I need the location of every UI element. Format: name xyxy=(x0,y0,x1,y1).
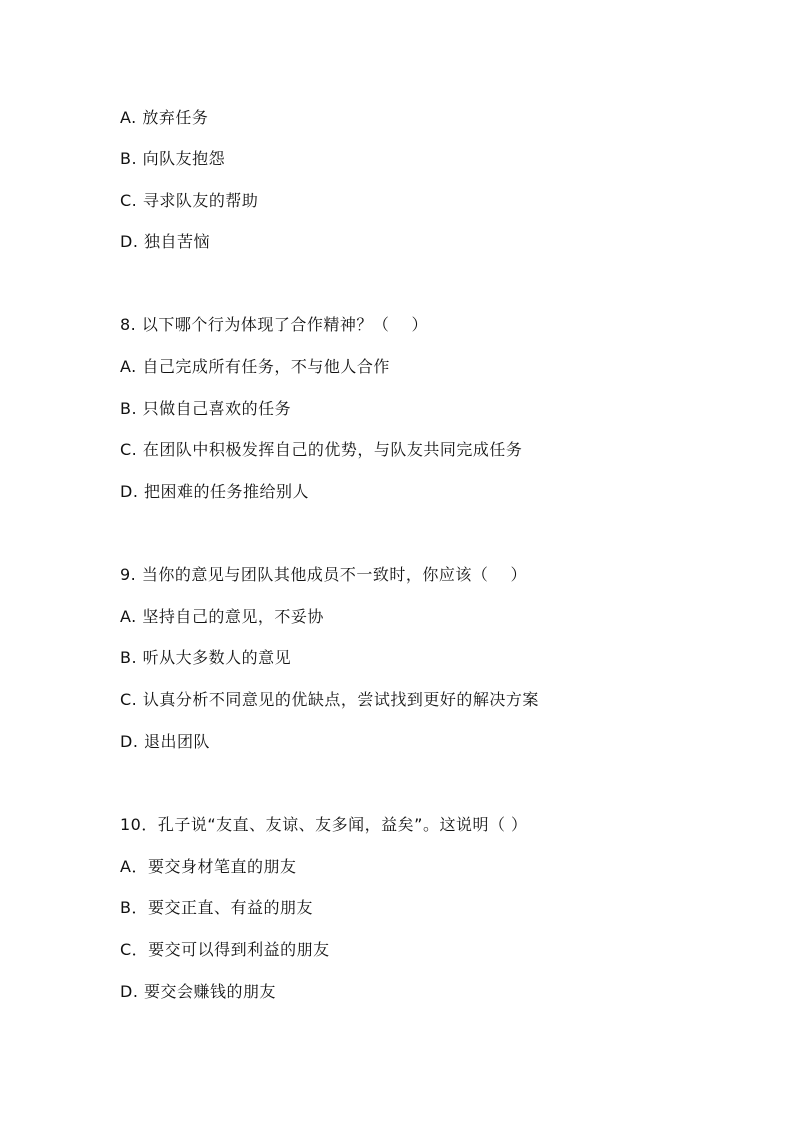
q8-option-c: C. 在团队中积极发挥自己的优势，与队友共同完成任务 xyxy=(120,440,523,459)
q8-option-b: B. 只做自己喜欢的任务 xyxy=(120,399,292,418)
q8-option-a: A. 自己完成所有任务，不与他人合作 xyxy=(120,357,390,376)
q10-option-b: B．要交正直、有益的朋友 xyxy=(120,898,313,917)
q10-stem: 10．孔子说“友直、友谅、友多闻，益矣”。这说明（ ） xyxy=(120,815,528,834)
q7-option-b: B. 向队友抱怨 xyxy=(120,149,226,168)
q10-option-d: D. 要交会赚钱的朋友 xyxy=(120,982,276,1001)
q9-option-d: D. 退出团队 xyxy=(120,732,210,751)
q7-option-d: D. 独自苦恼 xyxy=(120,232,210,251)
q9-option-c: C. 认真分析不同意见的优缺点，尝试找到更好的解决方案 xyxy=(120,690,539,709)
q8-option-d: D. 把困难的任务推给别人 xyxy=(120,482,309,501)
q9-option-b: B. 听从大多数人的意见 xyxy=(120,648,292,667)
q9-option-a: A. 坚持自己的意见，不妥协 xyxy=(120,607,324,626)
q10-option-c: C．要交可以得到利益的朋友 xyxy=(120,940,330,959)
q7-option-c: C. 寻求队友的帮助 xyxy=(120,191,259,210)
q10-option-a: A．要交身材笔直的朋友 xyxy=(120,857,297,876)
q8-stem: 8. 以下哪个行为体现了合作精神？（ ） xyxy=(120,315,428,334)
q7-option-a: A. 放弃任务 xyxy=(120,108,209,127)
q9-stem: 9. 当你的意见与团队其他成员不一致时，你应该（ ） xyxy=(120,565,527,584)
